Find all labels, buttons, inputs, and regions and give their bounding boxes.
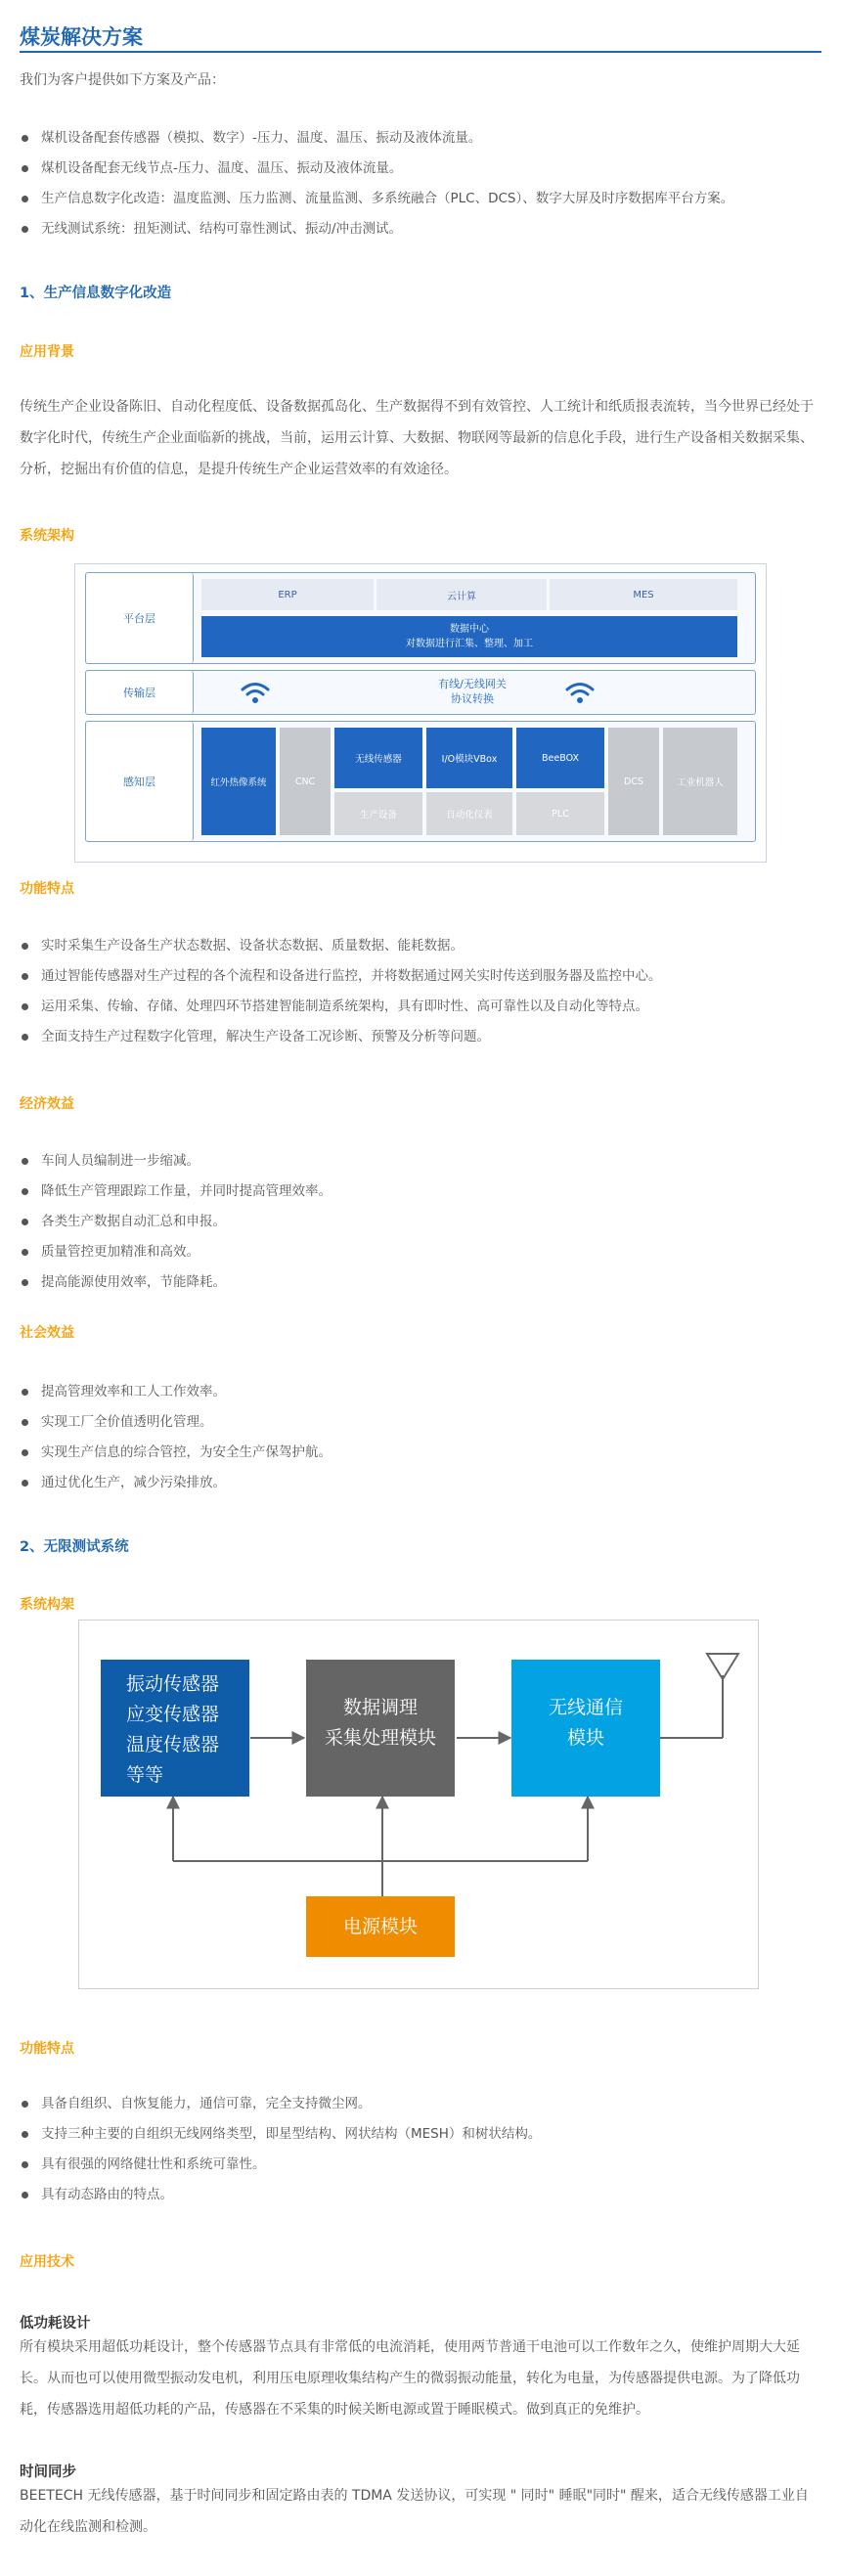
- list-item: 煤机设备配套传感器（模拟、数字）-压力、温度、温压、振动及液体流量。: [20, 123, 821, 154]
- list-item: 质量管控更加精准和高效。: [20, 1237, 821, 1267]
- social-list: [20, 1377, 821, 1498]
- intro-text: 我们为客户提供如下方案及产品：: [20, 72, 225, 88]
- list-item: 提高能源使用效率，节能降耗。: [20, 1267, 821, 1298]
- antenna-icon: [652, 1654, 738, 1738]
- mes-box: MES: [550, 579, 737, 610]
- section2-heading: 2、无限测试系统: [20, 1539, 129, 1555]
- list-item: 具备自组织、自恢复能力，通信可靠，完全支持微尘网。: [20, 2089, 821, 2119]
- list-item: 具有很强的网络健壮性和系统可靠性。: [20, 2150, 821, 2180]
- list-item: 实现工厂全价值透明化管理。: [20, 1407, 821, 1438]
- s2-features-list: [20, 2089, 821, 2210]
- production-equipment-box: 生产设备: [334, 792, 422, 835]
- social-heading: 社会效益: [20, 1325, 74, 1341]
- economic-list: [20, 1146, 821, 1298]
- title-divider: [20, 51, 821, 53]
- economic-heading: 经济效益: [20, 1096, 74, 1112]
- list-item: 通过智能传感器对生产过程的各个流程和设备进行监控，并将数据通过网关实时传送到服务器及监控中心。: [20, 961, 821, 992]
- system-framework-heading: 系统构架: [20, 1597, 74, 1613]
- background-heading: 应用背景: [20, 344, 74, 360]
- gateway-subtitle: 协议转换: [451, 692, 494, 705]
- list-item: 提高管理效率和工人工作效率。: [20, 1377, 821, 1407]
- wifi-icon: [565, 681, 595, 706]
- robot-box: 工业机器人: [663, 728, 737, 835]
- beebox-box: BeeBOX: [516, 728, 604, 788]
- section1-heading: 1、生产信息数字化改造: [20, 286, 172, 301]
- wireless-test-diagram: [78, 1620, 759, 1989]
- data-center-box: [201, 616, 737, 657]
- power-module-box: 电源模块: [306, 1896, 455, 1957]
- system-architecture-diagram: [74, 563, 767, 863]
- data-center-title: 数据中心: [450, 624, 489, 635]
- list-item: 全面支持生产过程数字化管理，解决生产设备工况诊断、预警及分析等问题。: [20, 1022, 821, 1052]
- erp-box: ERP: [201, 579, 374, 610]
- wireless-sensor-box: 无线传感器: [334, 728, 422, 788]
- wifi-icon: [241, 681, 270, 706]
- gateway-title: 有线/无线网关: [438, 678, 507, 690]
- sensor-temperature: 温度传感器: [126, 1734, 220, 1755]
- list-item: 运用采集、传输、存储、处理四环节搭建智能制造系统架构，具有即时性、高可靠性以及自动化等特点。: [20, 992, 821, 1022]
- low-power-text: 所有模块采用超低功耗设计，整个传感器节点具有非常低的电流消耗，使用两节普通干电池可以工作数年之久，使维护周期大大延长。从而也可以使用微型振动发电机，利用压电原理收集结构产生的微弱振动能量，转化为电量，为传感器提供电源。为了降低功耗，传感器选用超低功耗的产品，传感器在不采集的时候关断电源或置于睡眠模式。做到真正的免维护。: [20, 2339, 800, 2418]
- auto-instrument-box: 自动化仪表: [426, 792, 512, 835]
- io-module-box: I/O模块VBox: [426, 728, 512, 788]
- list-item: 车间人员编制进一步缩减。: [20, 1146, 821, 1177]
- features-list: [20, 931, 821, 1052]
- transport-layer-label: 传输层: [86, 671, 194, 714]
- sensor-etc: 等等: [126, 1764, 164, 1786]
- processing-line2: 采集处理模块: [324, 1727, 436, 1749]
- list-item: 支持三种主要的自组织无线网络类型，即星型结构、网状结构（MESH）和树状结构。: [20, 2119, 821, 2150]
- sync-text: BEETECH 无线传感器，基于时间同步和固定路由表的 TDMA 发送协议，可实现 " 同时" 睡眠"同时" 醒来，适合无线传感器工业自动化在线监测和检测。: [20, 2488, 809, 2535]
- list-item: 通过优化生产，减少污染排放。: [20, 1468, 821, 1498]
- wireless-module-box: [511, 1660, 660, 1797]
- sensing-layer: [85, 721, 756, 842]
- dcs-box: DCS: [608, 728, 659, 835]
- wireless-line2: 模块: [566, 1727, 604, 1749]
- list-item: 实现生产信息的综合管控，为安全生产保驾护航。: [20, 1438, 821, 1468]
- sensor-strain: 应变传感器: [126, 1704, 220, 1725]
- list-item: 具有动态路由的特点。: [20, 2180, 821, 2210]
- page-title: 煤炭解决方案: [20, 25, 143, 49]
- processing-line1: 数据调理: [342, 1697, 418, 1718]
- s2-features-heading: 功能特点: [20, 2041, 74, 2057]
- gateway-box: [409, 677, 536, 706]
- cnc-box: CNC: [280, 728, 331, 835]
- list-item: 无线测试系统：扭矩测试、结构可靠性测试、振动/冲击测试。: [20, 214, 821, 244]
- features-heading: 功能特点: [20, 881, 74, 897]
- sensing-layer-label: 感知层: [86, 722, 194, 841]
- low-power-heading: 低功耗设计: [20, 2316, 91, 2332]
- sensor-vibration: 振动传感器: [126, 1673, 220, 1695]
- transport-layer: [85, 670, 756, 715]
- architecture-heading: 系统架构: [20, 528, 74, 544]
- offerings-list: [20, 123, 821, 244]
- plc-box: PLC: [516, 792, 604, 835]
- list-item: 煤机设备配套无线节点-压力、温度、温压、振动及液体流量。: [20, 154, 821, 184]
- tech-heading: 应用技术: [20, 2254, 74, 2270]
- platform-layer-label: 平台层: [86, 573, 194, 663]
- list-item: 生产信息数字化改造：温度监测、压力监测、流量监测、多系统融合（PLC、DCS）、数字大屏及时序数据库平台方案。: [20, 184, 821, 214]
- list-item: 降低生产管理跟踪工作量，并同时提高管理效率。: [20, 1177, 821, 1207]
- list-item: 实时采集生产设备生产状态数据、设备状态数据、质量数据、能耗数据。: [20, 931, 821, 961]
- wireless-line1: 无线通信: [548, 1697, 623, 1718]
- sync-heading: 时间同步: [20, 2465, 76, 2480]
- infrared-box: 红外热像系统: [201, 728, 276, 835]
- processing-module-box: [306, 1660, 455, 1797]
- data-center-subtitle: 对数据进行汇集、整理、加工: [406, 639, 533, 649]
- cloud-box: 云计算: [376, 579, 547, 610]
- sensors-box: [101, 1660, 249, 1797]
- background-text: 传统生产企业设备陈旧、自动化程度低、设备数据孤岛化、生产数据得不到有效管控、人工统计和纸质报表流转，当今世界已经处于数字化时代，传统生产企业面临新的挑战，当前，运用云计算、大数据、物联网等最新的信息化手段，进行生产设备相关数据采集、分析，挖掘出有价值的信息，是提升传统生产企业运营效率的有效途径。: [20, 399, 814, 477]
- list-item: 各类生产数据自动汇总和申报。: [20, 1207, 821, 1237]
- platform-layer: [85, 572, 756, 664]
